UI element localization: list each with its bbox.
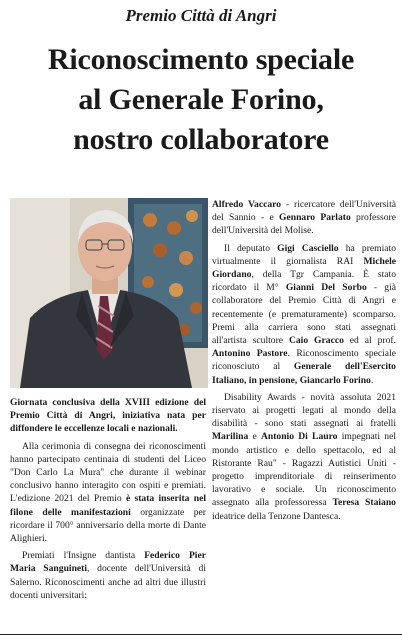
paragraph-3: Il deputato Gigi Casciello ha premiato virtualmente il giornalista RAI Michele Giordano, della Tgr Campania. È stato ricordato il M° Gianni Del Sorbo - già collaboratore del Premio Città di Angri e recentemente (e prematuramente) scomparso. Premi alla carriera sono stati assegnati all'artista scultore Caio Gracco ed al prof. Antonino Pastore. Riconoscimento speciale riconosciuto al Generale dell'Esercito Italiano, in pensione, Giancarlo Forino. <box>212 242 396 386</box>
paragraph-4: Disability Awards - novità assoluta 2021 riservato ai progetti legati al mondo della disabilità - sono stati assegnati ai fratelli Marilina e Antonio Di Lauro impegnati nel mondo artistico e dello spettacolo, ed al Ristorante Rau" - Ragazzi Autistici Uniti - progetto imprenditoriale di reinserimento lavorativo e sociale. Un riconoscimento assegnato alla professoressa Teresa Staiano ideatrice della Tenzone Dantesca. <box>212 391 396 522</box>
paragraph-2: Premiati l'Insigne dantista Federico Pier Maria Sanguineti, docente dell'Università di Salerno. Riconoscimenti anche ad altri due illustri docenti universitari: <box>10 550 206 601</box>
article-column-right <box>212 198 396 523</box>
bottom-rule <box>0 634 402 635</box>
headline-line-1: Riconoscimento speciale <box>47 43 355 76</box>
paragraph-2-continued: Alfredo Vaccaro - ricercatore dell'Università del Sannio - e Gennaro Parlato professore dell'Università del Molise. <box>212 199 397 237</box>
headline <box>0 40 402 160</box>
headline-line-2: al Generale Forino, <box>78 83 324 116</box>
kicker: Premio Città di Angri <box>125 6 277 25</box>
article-column-left <box>10 396 206 602</box>
paragraph-1: Alla cerimonia di consegna dei riconoscimenti hanno partecipato centinaia di studenti del Liceo "Don Carlo La Mura" che durante il webinar conclusivo hanno interagito con ospiti e premiati. L'edizione 2021 del Premio è stata inserita nel filone delle manifestazioni organizzate per ricordare il 700° anniversario della morte di Dante Alighieri. <box>10 440 206 545</box>
headline-line-3: nostro collaboratore <box>73 123 329 156</box>
lead-paragraph: Giornata conclusiva della XVIII edizione del Premio Città di Angri, iniziativa nata per diffondere le eccellenze locali e nazionali. <box>10 397 206 435</box>
portrait-photo <box>10 198 208 388</box>
portrait-photo-svg <box>10 198 208 388</box>
